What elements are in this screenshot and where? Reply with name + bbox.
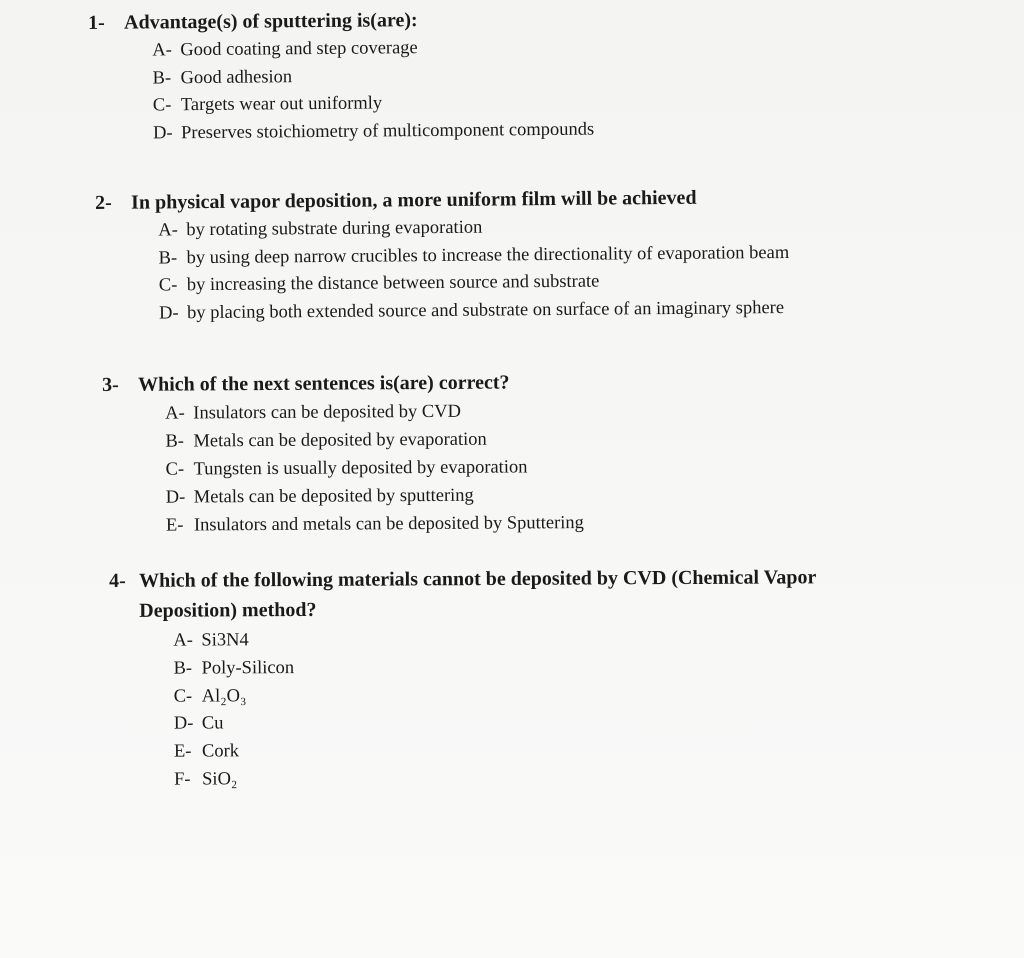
- option-letter: D-: [165, 487, 186, 508]
- option-text: Preserves stoichiometry of multicomponent compounds: [181, 119, 595, 143]
- option-letter: C-: [165, 459, 185, 480]
- option-letter: B-: [173, 658, 193, 679]
- option-text: Poly-Silicon: [201, 657, 295, 679]
- question-1-options: [152, 34, 594, 148]
- option-text: SiO₂: [202, 769, 238, 790]
- option-text: by placing both extended source and substrate on surface of an imaginary sphere: [187, 297, 785, 323]
- option-e: [174, 735, 900, 767]
- question-3-options: [165, 397, 584, 540]
- option-text: Metals can be deposited by evaporation: [193, 429, 487, 452]
- option-d: [159, 294, 790, 327]
- option-text: by increasing the distance between source and substrate: [186, 271, 600, 296]
- option-text: by rotating substrate during evaporation: [186, 217, 483, 241]
- question-4-title: [109, 562, 899, 626]
- question-3: [102, 367, 584, 540]
- option-text: Insulators can be deposited by CVD: [193, 401, 462, 424]
- option-d: [174, 707, 900, 739]
- option-text: Good coating and step coverage: [180, 38, 418, 61]
- question-text: Which of the next sentences is(are) correct?: [138, 371, 510, 396]
- option-b: [152, 61, 593, 92]
- question-2-options: [158, 212, 790, 327]
- option-text: Insulators and metals can be deposited by Sputtering: [193, 513, 584, 536]
- option-c: [174, 679, 900, 711]
- option-f: [174, 763, 900, 795]
- option-letter: B-: [158, 247, 178, 268]
- option-a: [152, 34, 593, 65]
- option-letter: C-: [158, 275, 178, 296]
- question-number: 4-: [109, 569, 126, 592]
- option-a: [173, 624, 899, 656]
- question-text: Which of the following materials cannot be deposited by CVD (Chemical Vapor Deposition) method?: [139, 566, 817, 622]
- option-text: Tungsten is usually deposited by evaporation: [193, 457, 528, 480]
- option-letter: A-: [152, 40, 172, 61]
- question-number: 1-: [88, 11, 105, 34]
- question-4: [109, 562, 900, 795]
- option-letter: E-: [173, 741, 192, 762]
- option-text: by using deep narrow crucibles to increase the directionality of evaporation beam: [186, 242, 790, 268]
- option-e: [166, 509, 584, 540]
- option-text: Cork: [201, 741, 240, 762]
- option-letter: B-: [165, 431, 184, 452]
- option-c: [166, 453, 584, 484]
- option-d: [153, 116, 594, 147]
- option-letter: E-: [165, 515, 184, 536]
- option-text: Si3N4: [201, 630, 249, 651]
- option-letter: A-: [173, 630, 193, 651]
- option-text: Good adhesion: [180, 66, 293, 88]
- option-b: [165, 425, 583, 456]
- option-letter: D-: [173, 713, 194, 735]
- option-letter: D-: [153, 122, 173, 143]
- question-text: Advantage(s) of sputtering is(are):: [124, 9, 418, 34]
- option-c: [153, 89, 594, 120]
- question-1-title: [88, 4, 593, 38]
- option-letter: D-: [159, 302, 179, 323]
- option-text: Metals can be deposited by sputtering: [193, 485, 474, 508]
- option-letter: A-: [165, 403, 185, 424]
- question-1: [88, 4, 594, 148]
- option-text: Al₂O₃: [201, 685, 247, 707]
- question-number: 2-: [95, 191, 112, 214]
- option-text: Cu: [201, 713, 224, 734]
- question-number: 3-: [102, 373, 119, 396]
- option-letter: B-: [152, 67, 172, 88]
- question-text: In physical vapor deposition, a more uniform film will be achieved: [131, 186, 697, 214]
- option-letter: F-: [174, 769, 191, 790]
- option-a: [165, 397, 583, 428]
- question-4-options: [173, 624, 900, 795]
- option-d: [166, 481, 584, 512]
- option-b: [173, 652, 899, 684]
- question-3-title: [102, 367, 583, 400]
- question-2: [95, 182, 790, 328]
- question-2-title: [95, 182, 789, 218]
- option-letter: C-: [173, 686, 193, 707]
- option-b: [158, 239, 789, 272]
- option-letter: A-: [158, 220, 178, 241]
- option-letter: C-: [152, 95, 172, 116]
- option-text: Targets wear out uniformly: [180, 93, 383, 116]
